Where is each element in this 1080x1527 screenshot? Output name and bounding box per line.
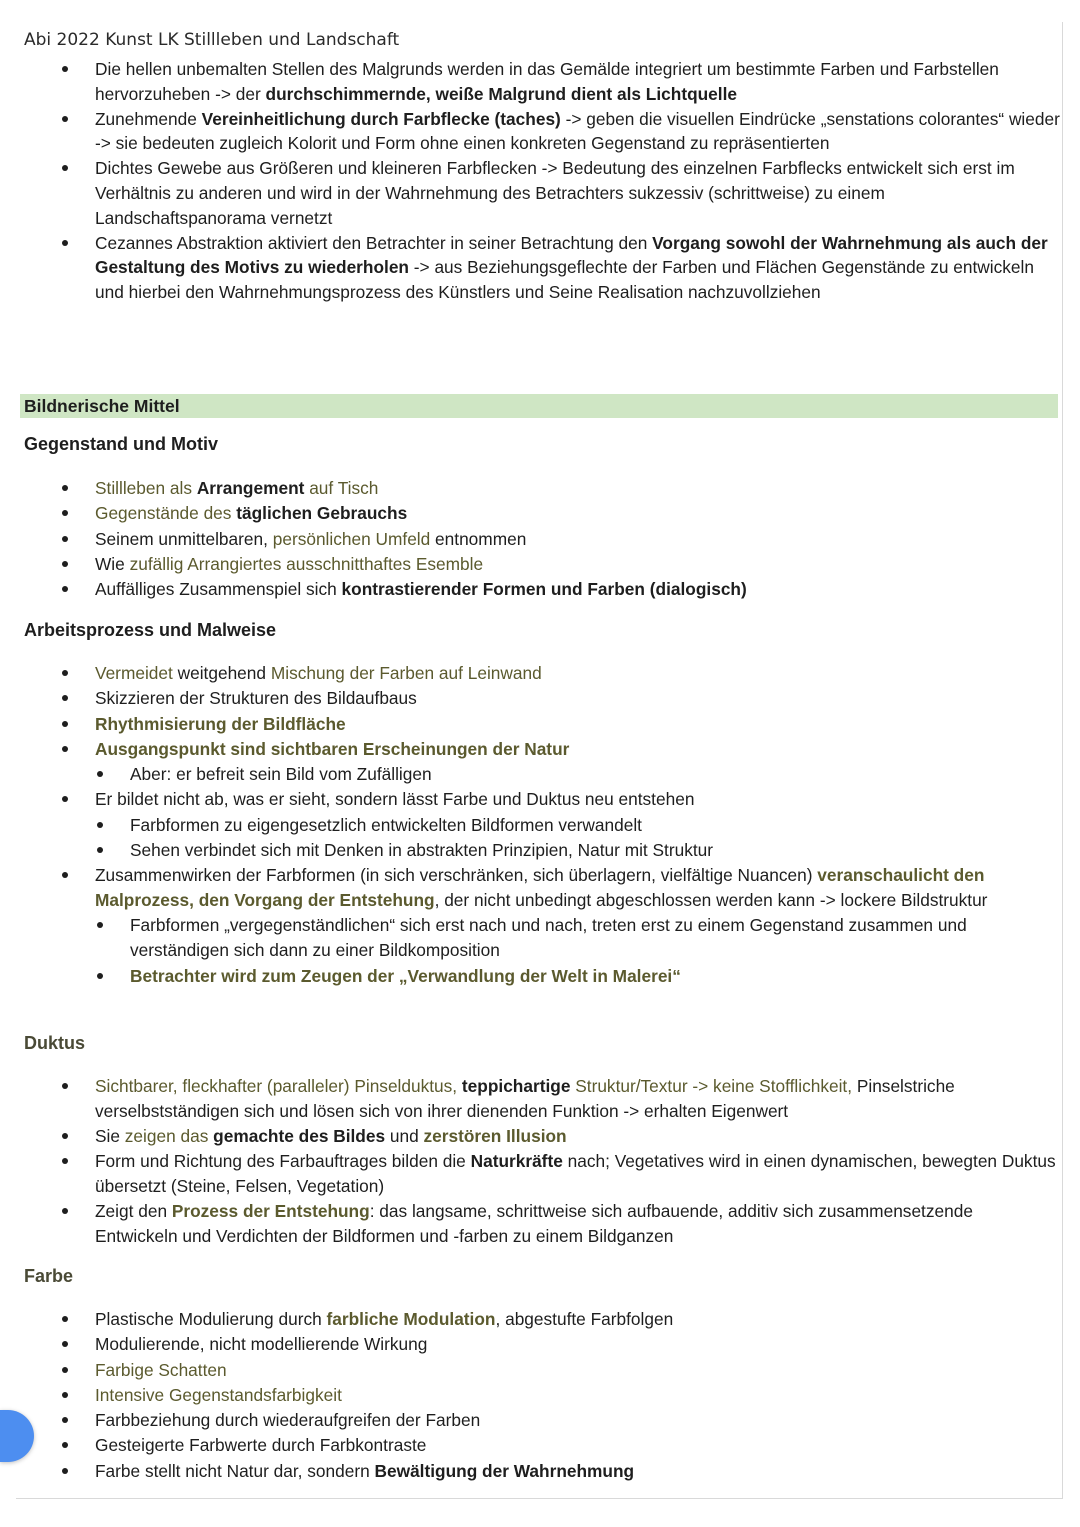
list-item: Gegenstände des täglichen Gebrauchs (0, 501, 1060, 526)
list-item: Skizzieren der Strukturen des Bildaufbaus (0, 686, 1060, 711)
list-item: Sie zeigen das gemachte des Bildes und zerstören Illusion (0, 1124, 1060, 1149)
sub-list-item: Aber: er befreit sein Bild vom Zufälligen (0, 762, 1060, 787)
section-title: Bildnerische Mittel (20, 394, 1058, 418)
list-item: Zusammenwirken der Farbformen (in sich verschränken, sich überlagern, vielfältige Nuancen) veranschaulicht den Malprozess, den Vorgang der Entstehung, der nicht unbedingt abgeschlossen werden kann -> lockere Bildstruktur (0, 863, 1060, 913)
list-item: Rhythmisierung der Bildfläche (0, 712, 1060, 737)
list-item: Zunehmende Vereinheitlichung durch Farbflecke (taches) -> geben die visuellen Eindrücke „senstations colorantes“ wieder -> sie bedeuten zugleich Kolorit und Form ohne einen konkreten Gegenstand zu repräsentierten (0, 107, 1060, 157)
intro-list (0, 57, 1060, 305)
list-item: Zeigt den Prozess der Entstehung: das langsame, schrittweise sich aufbauende, additiv sich zusammensetzende Entwickeln und Verdichten der Bildformen und -farben zu einem Bildganzen (0, 1199, 1060, 1249)
list-item: Er bildet nicht ab, was er sieht, sondern lässt Farbe und Duktus neu entstehen (0, 787, 1060, 812)
list-item: Farbbeziehung durch wiederaufgreifen der Farben (0, 1408, 1060, 1433)
list-item: Ausgangspunkt sind sichtbaren Erscheinungen der Natur (0, 737, 1060, 762)
sub-list-item: Farbformen zu eigengesetzlich entwickelten Bildformen verwandelt (0, 813, 1060, 838)
list-item: Seinem unmittelbaren, persönlichen Umfeld entnommen (0, 527, 1060, 552)
list-item: Dichtes Gewebe aus Größeren und kleineren Farbflecken -> Bedeutung des einzelnen Farbflecks entwickelt sich erst im Verhältnis zu anderen und wird in der Wahrnehmung des Betrachters sukzessiv (schrittweise) zu einem Landschaftspanorama vernetzt (0, 156, 1060, 230)
list-item: Stillleben als Arrangement auf Tisch (0, 476, 1060, 501)
list-item: Wie zufällig Arrangiertes ausschnitthaftes Esemble (0, 552, 1060, 577)
sub-list-item: Betrachter wird zum Zeugen der „Verwandlung der Welt in Malerei“ (0, 964, 1060, 989)
farbe-list (0, 1307, 1060, 1484)
list-item: Cezannes Abstraktion aktiviert den Betrachter in seiner Betrachtung den Vorgang sowohl der Wahrnehmung als auch der Gestaltung des Motivs zu wiederholen -> aus Beziehungsgeflechte der Farben und Flächen Gegenstände zu entwickeln und hierbei den Wahrnehmungsprozess des Künstlers und Seine Realisation nachzuvollziehen (0, 231, 1060, 305)
list-item: Plastische Modulierung durch farbliche Modulation, abgestufte Farbfolgen (0, 1307, 1060, 1332)
heading-farbe: Farbe (24, 1266, 74, 1286)
gegenstand-list (0, 476, 1060, 602)
list-item: Gesteigerte Farbwerte durch Farbkontraste (0, 1433, 1060, 1458)
list-item: Farbige Schatten (0, 1358, 1060, 1383)
list-item: Farbe stellt nicht Natur dar, sondern Bewältigung der Wahrnehmung (0, 1459, 1060, 1484)
list-item: Sichtbarer, fleckhafter (paralleler) Pinselduktus, teppichartige Struktur/Textur -> keine Stofflichkeit, Pinselstriche verselbstständigen sich und lösen sich von ihrer dienenden Funktion -> erhalten Eigenwert (0, 1074, 1060, 1124)
sub-list-item: Sehen verbindet sich mit Denken in abstrakten Prinzipien, Natur mit Struktur (0, 838, 1060, 863)
list-item: Intensive Gegenstandsfarbigkeit (0, 1383, 1060, 1408)
document-title: Abi 2022 Kunst LK Stillleben und Landschaft (24, 30, 400, 50)
heading-arbeitsprozess: Arbeitsprozess und Malweise (24, 620, 277, 640)
list-item: Auffälliges Zusammenspiel sich kontrastierender Formen und Farben (dialogisch) (0, 577, 1060, 602)
sub-list-item: Farbformen „vergegenständlichen“ sich erst nach und nach, treten erst zu einem Gegenstand zusammen und verständigen sich dann zu einer Bildkomposition (0, 913, 1060, 963)
arbeitsprozess-list (0, 661, 1060, 989)
duktus-list (0, 1074, 1060, 1250)
heading-duktus: Duktus (24, 1033, 86, 1053)
list-item: Modulierende, nicht modellierende Wirkung (0, 1332, 1060, 1357)
heading-gegenstand: Gegenstand und Motiv (24, 434, 219, 454)
list-item: Die hellen unbemalten Stellen des Malgrunds werden in das Gemälde integriert um bestimmte Farben und Farbstellen hervorzuheben -> der durchschimmernde, weiße Malgrund dient als Lichtquelle (0, 57, 1060, 107)
list-item: Form und Richtung des Farbauftrages bilden die Naturkräfte nach; Vegetatives wird in einen dynamischen, bewegten Duktus übersetzt (Steine, Felsen, Vegetation) (0, 1149, 1060, 1199)
list-item: Vermeidet weitgehend Mischung der Farben auf Leinwand (0, 661, 1060, 686)
